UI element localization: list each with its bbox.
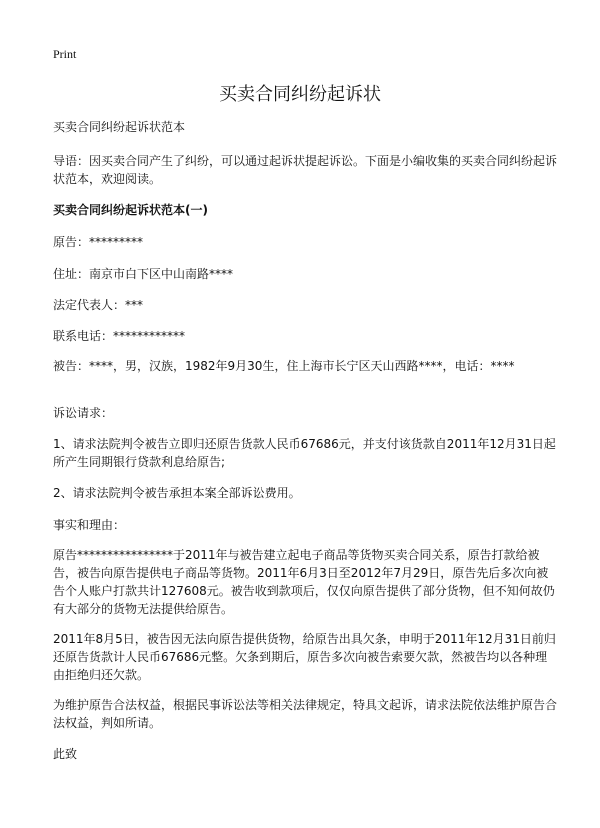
- print-label: Print: [53, 47, 77, 61]
- conclusion-paragraph: 为维护原告合法权益，根据民事诉讼法等相关法律规定，特具文起诉，请求法院依法维护原告合法权益，判如所请。: [53, 698, 558, 730]
- claim-item-1: 1、请求法院判令被告立即归还原告货款人民币67686元，并支付该货款自2011年12月31日起所产生同期银行贷款利息给原告;: [53, 437, 556, 469]
- plaintiff-line: 原告：*********: [53, 235, 144, 249]
- facts-paragraph-1: 原告****************于2011年与被告建立起电子商品等货物买卖合同关系，原告打款给被告，被告向原告提供电子商品等货物。2011年6月3日至2012年7月29日，原告先后多次向被告个人账户打款共计127608元。被告收到款项后，仅仅向原告提供了部分货物，但不知何故仍有大部分的货物无法提供给原告。: [53, 548, 555, 616]
- closing-line: 此致: [53, 747, 78, 761]
- address-line: 住址：南京市白下区中山南路****: [53, 267, 234, 281]
- defendant-paragraph: 被告：****，男，汉族，1982年9月30生，住上海市长宁区天山西路****，电话：****: [53, 359, 515, 373]
- facts-heading: 事实和理由：: [53, 518, 126, 532]
- phone-line: 联系电话：************: [53, 329, 186, 343]
- claim-item-2: 2、请求法院判令被告承担本案全部诉讼费用。: [53, 486, 301, 500]
- subtitle: 买卖合同纠纷起诉状范本: [53, 120, 186, 134]
- section-heading: 买卖合同纠纷起诉状范本(一): [53, 203, 208, 217]
- claims-heading: 诉讼请求：: [53, 406, 114, 420]
- legal-representative-line: 法定代表人：***: [53, 298, 144, 312]
- document-title: 买卖合同纠纷起诉状: [219, 84, 381, 105]
- facts-paragraph-2: 2011年8月5日，被告因无法向原告提供货物，给原告出具欠条，申明于2011年12月31日前归还原告货款计人民币67686元整。欠条到期后，原告多次向被告索要欠款，然被告均以各种理由拒绝归还欠款。: [53, 632, 556, 682]
- intro-paragraph: 导语：因买卖合同产生了纠纷，可以通过起诉状提起诉讼。下面是小编收集的买卖合同纠纷起诉状范本，欢迎阅读。: [53, 154, 558, 186]
